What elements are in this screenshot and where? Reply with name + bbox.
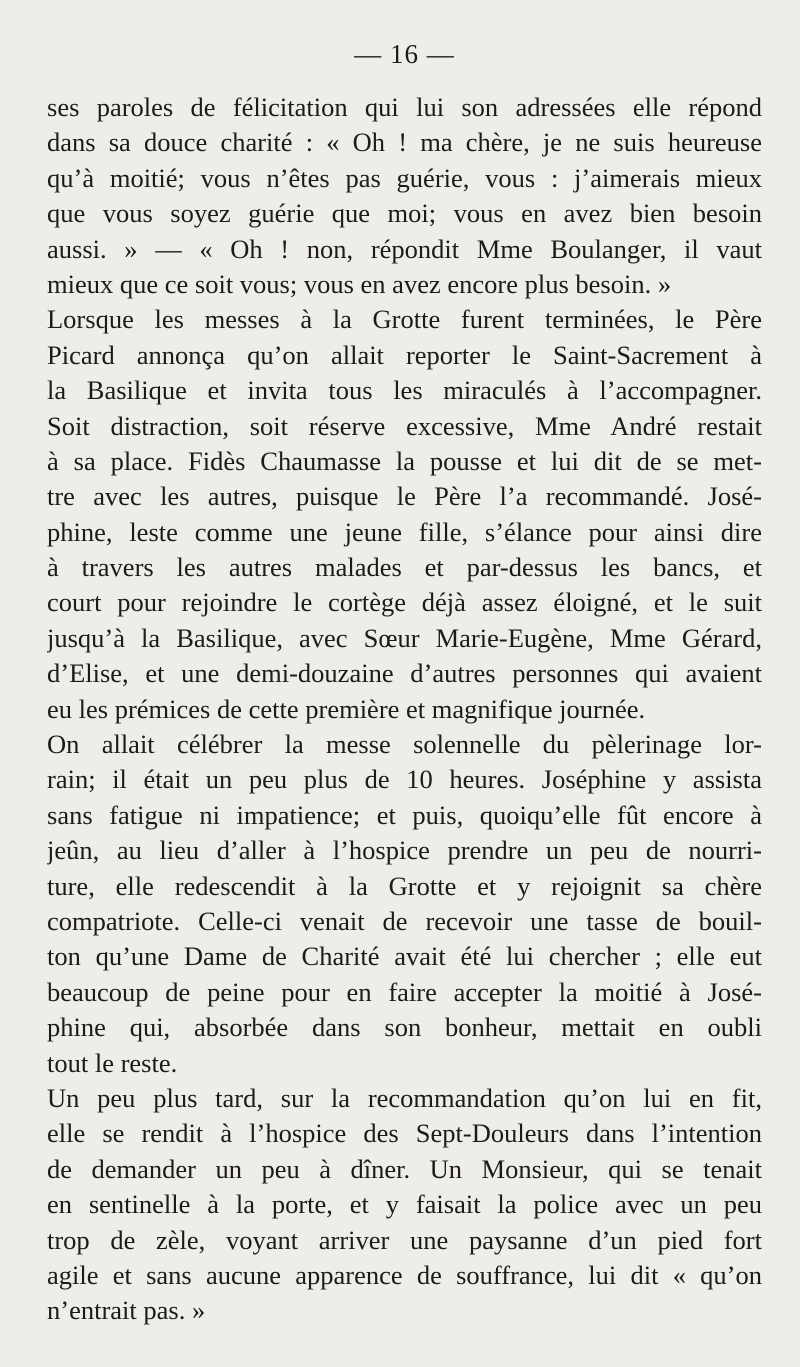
text-line: tout le reste. [47, 1047, 178, 1078]
text-line: Un peu plus tard, sur la recommandation qu’on lui en fit, [47, 1082, 762, 1113]
text-line: ton qu’une Dame de Charité avait été lui chercher ; elle eut [47, 941, 762, 972]
text-line: dans sa douce charité : « Oh ! ma chère, je ne suis heureuse [47, 127, 762, 158]
text-line: ses paroles de félicitation qui lui son adressées elle répond [47, 92, 762, 122]
text-line: tre avec les autres, puisque le Père l’a recommandé. José- [47, 481, 762, 512]
text-line: aussi. » — « Oh ! non, répondit Mme Boulanger, il vaut [47, 233, 762, 264]
text-line: elle se rendit à l’hospice des Sept-Douleurs dans l’intention [47, 1118, 762, 1149]
text-line: compatriote. Celle-ci venait de recevoir une tasse de bouil- [47, 905, 762, 936]
text-line: ture, elle redescendit à la Grotte et y rejoignit sa chère [47, 870, 762, 901]
text-line: à sa place. Fidès Chaumasse la pousse et lui dit de se met- [47, 445, 762, 476]
text-line: qu’à moitié; vous n’êtes pas guérie, vous : j’aimerais mieux [47, 162, 762, 193]
paragraph-3 [47, 727, 762, 1081]
text-line: court pour rejoindre le cortège déjà assez éloigné, et le suit [47, 587, 762, 618]
text-line: phine, leste comme une jeune fille, s’élance pour ainsi dire [47, 516, 762, 547]
text-line: n’entrait pas. » [47, 1295, 206, 1326]
text-line: trop de zèle, voyant arriver une paysanne d’un pied fort [47, 1224, 762, 1255]
text-line: beaucoup de peine pour en faire accepter la moitié à José- [47, 976, 762, 1007]
paragraph-1 [47, 90, 762, 302]
text-line: mieux que ce soit vous; vous en avez encore plus besoin. » [47, 268, 672, 299]
text-line: Lorsque les messes à la Grotte furent terminées, le Père [47, 304, 762, 335]
text-line: jusqu’à la Basilique, avec Sœur Marie-Eugène, Mme Gérard, [47, 622, 762, 653]
text-line: la Basilique et invita tous les miraculés à l’accompagner. [47, 375, 762, 406]
paragraph-4 [47, 1081, 762, 1329]
text-line: d’Elise, et une demi-douzaine d’autres personnes qui avaient [47, 658, 762, 689]
text-line: eu les prémices de cette première et magnifique journée. [47, 693, 646, 724]
text-line: en sentinelle à la porte, et y faisait la police avec un peu [47, 1189, 762, 1220]
text-line: à travers les autres malades et par-dessus les bancs, et [47, 552, 762, 583]
page-number: — 16 — [354, 39, 455, 69]
text-line: de demander un peu à dîner. Un Monsieur, qui se tenait [47, 1153, 762, 1184]
text-line: phine qui, absorbée dans son bonheur, mettait en oubli [47, 1012, 762, 1043]
text-line: rain; il était un peu plus de 10 heures. Joséphine y assista [47, 764, 762, 795]
text-line: agile et sans aucune apparence de souffrance, lui dit « qu’on [47, 1259, 762, 1290]
text-line: Picard annonça qu’on allait reporter le Saint-Sacrement à [47, 339, 762, 370]
text-line: On allait célébrer la messe solennelle du pèlerinage lor- [47, 729, 762, 760]
text-line: que vous soyez guérie que moi; vous en avez bien besoin [47, 198, 762, 229]
paragraph-2 [47, 302, 762, 727]
text-line: sans fatigue ni impatience; et puis, quoiqu’elle fût encore à [47, 799, 762, 830]
text-line: Soit distraction, soit réserve excessive, Mme André restait [47, 410, 762, 441]
text-line: jeûn, au lieu d’aller à l’hospice prendre un peu de nourri- [47, 835, 762, 866]
